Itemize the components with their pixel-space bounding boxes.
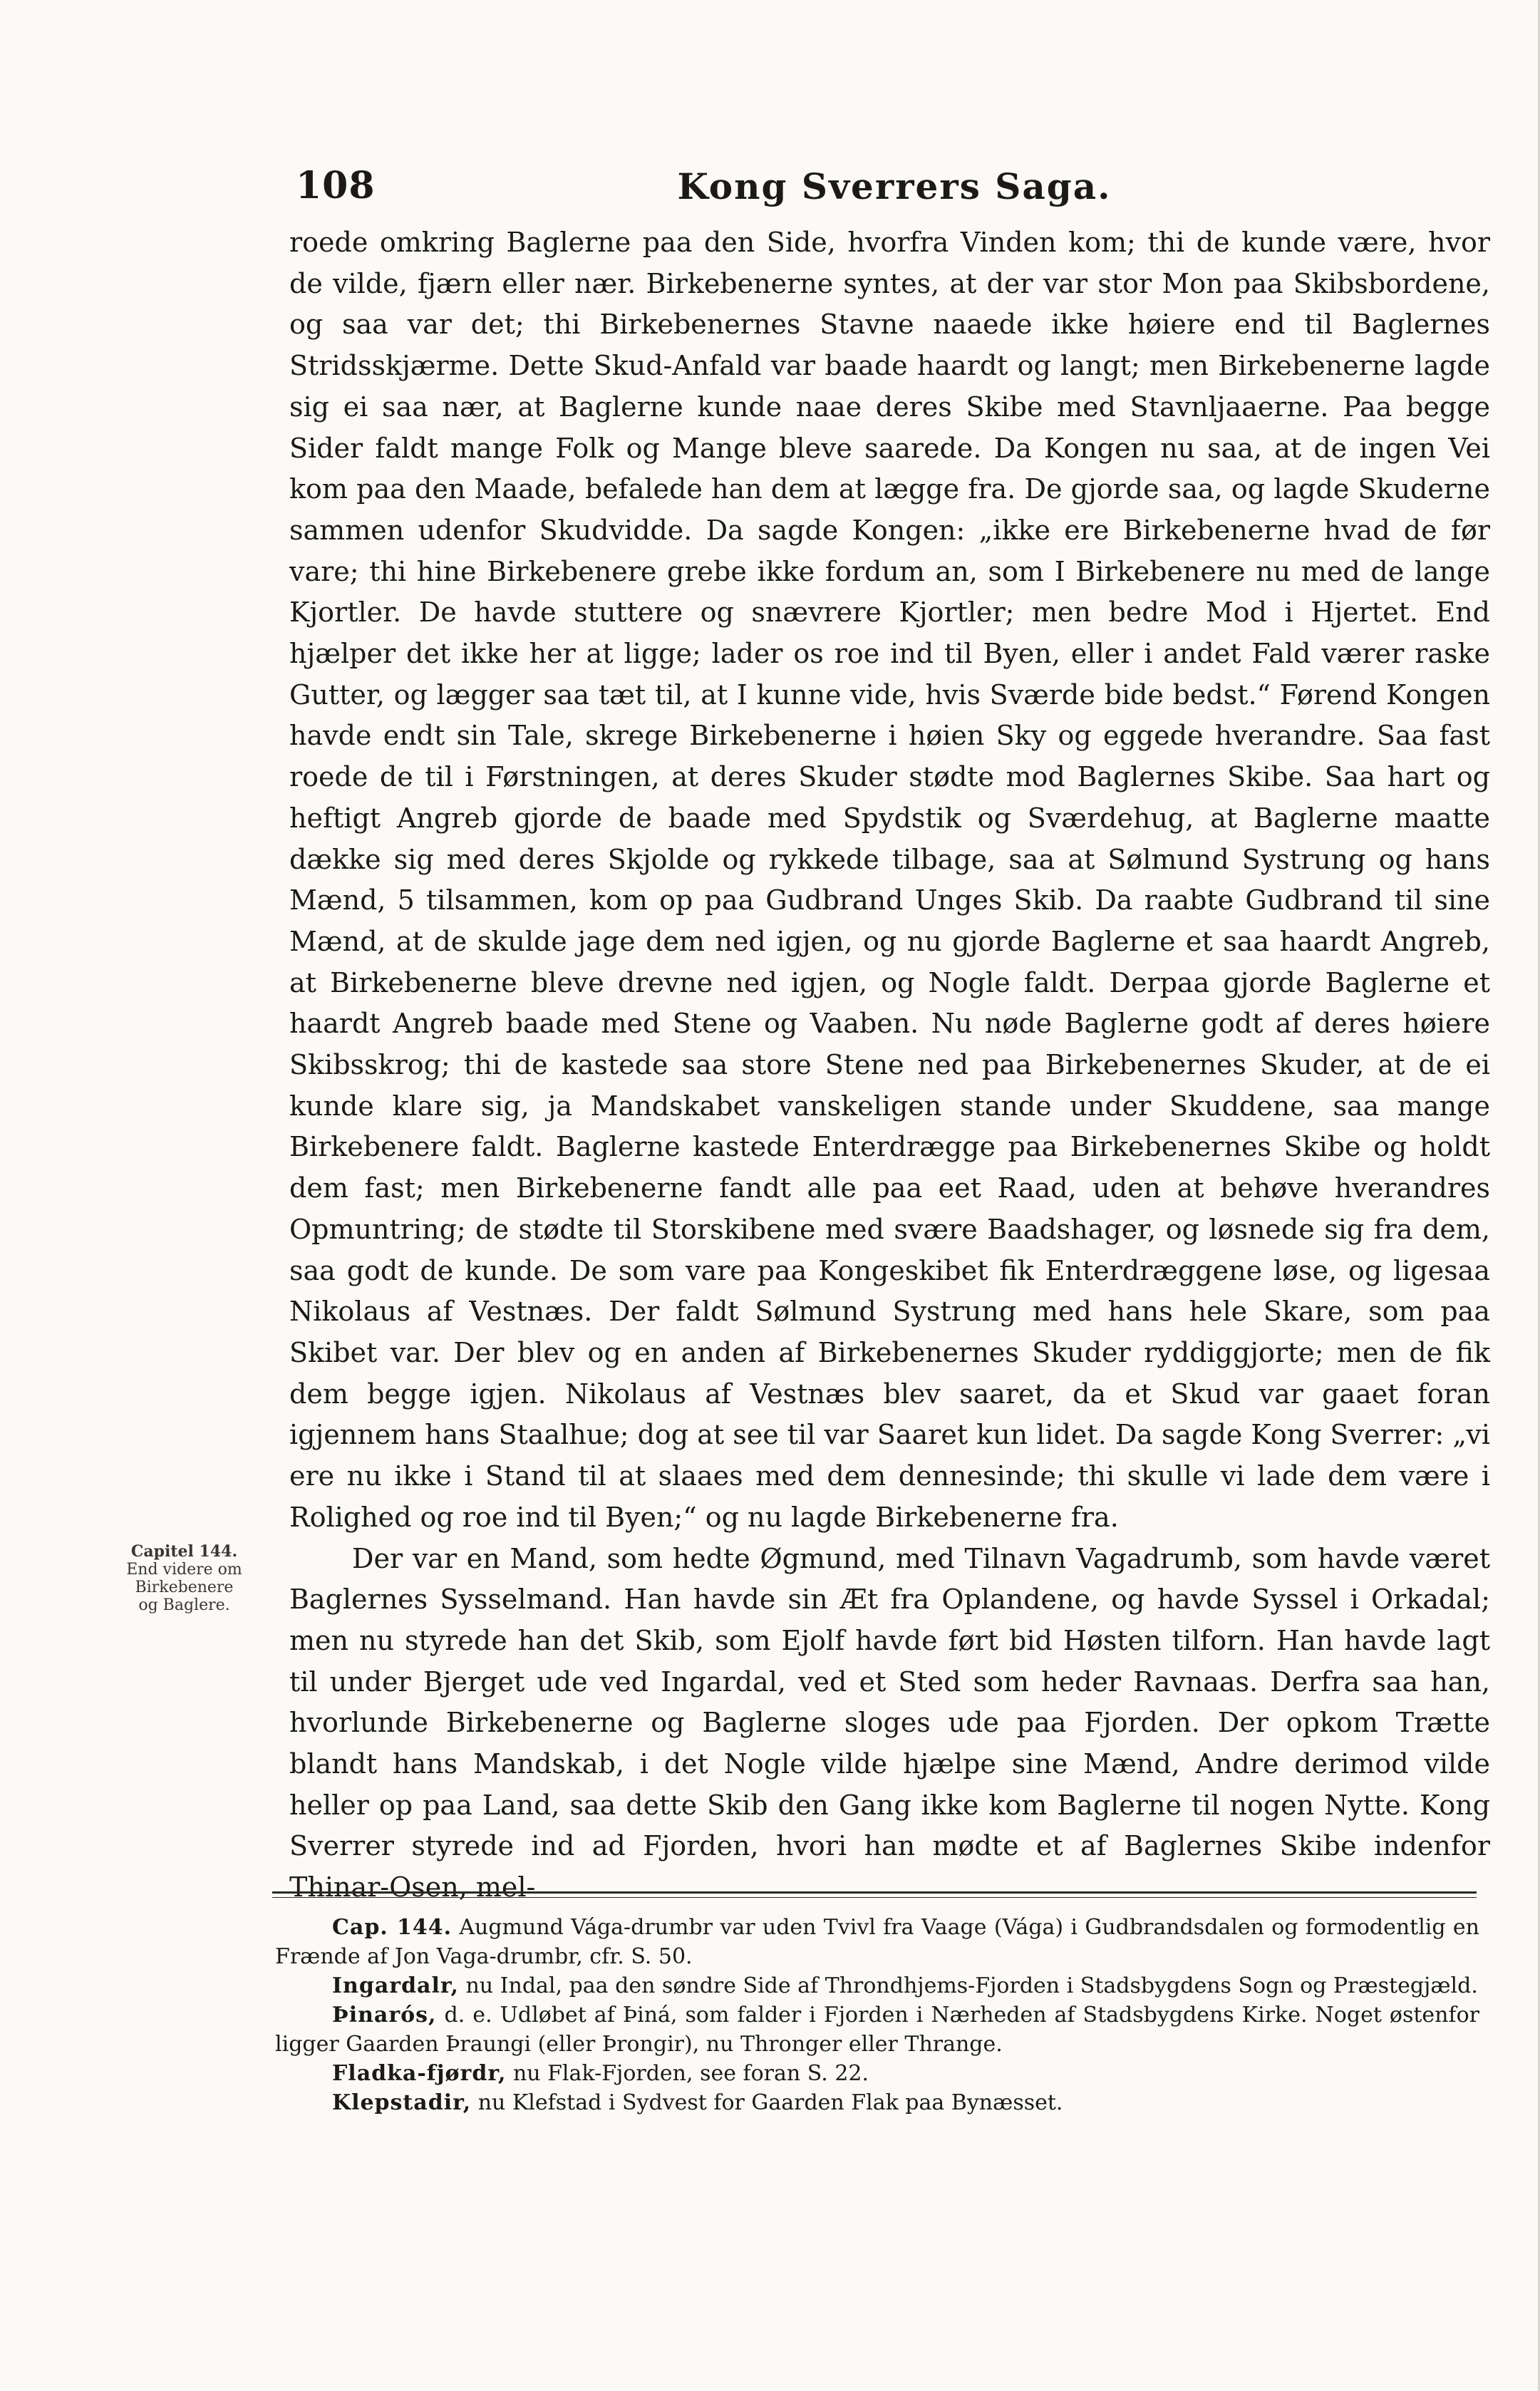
paragraph-continued: roede omkring Baglerne paa den Side, hvorfra Vinden kom; thi de kunde være, hvor de vilde, fjærn eller nær. Birkebenerne syntes, at der var stor Mon paa Skibsbordene, og saa var det; thi Birkebenernes Stavne naaede ikke høiere end til Baglernes Stridsskjærme. Dette Skud-Anfald var baade haardt og langt; men Birkebenerne lagde sig ei saa nær, at Baglerne kunde naae deres Skibe med Stavnljaaerne. Paa begge Sider faldt mange Folk og Mange bleve saarede. Da Kongen nu saa, at de ingen Vei kom paa den Maade, befalede han dem at lægge fra. De gjorde saa, og lagde Skuderne sammen udenfor Skudvidde. Da sagde Kongen: „ikke ere Birkebenerne hvad de før vare; thi hine Birkebenere grebe ikke fordum an, som I Birkebenere nu med de lange Kjortler. De havde stuttere og snævrere Kjortler; men bedre Mod i Hjertet. End hjælper det ikke her at ligge; lader os roe ind til Byen, eller i andet Fald værer raske Gutter, og lægger saa tæt til, at I kunne vide, hvis Sværde bide bedst.“ Førend Kongen havde endt sin Tale, skrege Birkebenerne i høien Sky og eggede hverandre. Saa fast roede de til i Førstningen, at deres Skuder stødte mod Baglernes Skibe. Saa hart og heftigt Angreb gjorde de baade med Spydstik og Sværdehug, at Baglerne maatte dække sig med deres Skjolde og rykkede tilbage, saa at Sølmund Systrung og hans Mænd, 5 tilsammen, kom op paa Gudbrand Unges Skib. Da raabte Gudbrand til sine Mænd, at de skulde jage dem ned igjen, og nu gjorde Baglerne et saa haardt Angreb, at Birkebenerne bleve drevne ned igjen, og Nogle faldt. Derpaa gjorde Baglerne et haardt Angreb baade med Stene og Vaaben. Nu nøde Baglerne godt af deres høiere Skibsskrog; thi de kastede saa store Stene ned paa Birkebenernes Skuder, at de ei kunde klare sig, ja Mandskabet vanskeligen stande under Skuddene, saa mange Birkebenere faldt. Baglerne kastede Enterdrægge paa Birkebenernes Skibe og holdt dem fast; men Birkebenerne fandt alle paa eet Raad, uden at behøve hverandres Opmuntring; de stødte til Storskibene med svære Baadshager, og løsnede sig fra dem, saa godt de kunde. De som vare paa Kongeskibet fik Enterdræggene løse, og ligesaa Nikolaus af Vestnæs. Der faldt Sølmund Systrung med hans hele Skare, som paa Skibet var. Der blev og en anden af Birkebenernes Skuder ryddiggjorte; men de fik dem begge igjen. Nikolaus af Vestnæs blev saaret, da et Skud var gaaet foran igjennem hans Staalhue; dog at see til var Saaret kun lidet. Da sagde Kong Sverrer: „vi ere nu ikke i Stand til at slaaes med dem dennesinde; thi skulle vi lade dem være i Rolighed og roe ind til Byen;“ og nu lagde Birkebenerne fra. [289,227,1490,1533]
footnote-term: Þinarós, [332,2003,437,2028]
footnote [275,2059,1479,2088]
footnote-term: Cap. 144. [332,1915,453,1940]
footnote-text: nu Klefstad i Sydvest for Gaarden Flak paa Bynæsset. [471,2090,1063,2115]
footnotes [275,1913,1479,2117]
margin-note-heading: Capitel 144. [130,1542,238,1561]
footnote-rule-thick [272,1891,1477,1894]
main-text [126,222,1490,1909]
page-header [296,164,1493,221]
chapter-144 [126,1539,1490,1909]
footnote-term: Fladka-fjørdr, [332,2061,507,2086]
margin-note-text: End videre om Birkebenere og Baglere. [126,1560,242,1614]
footnote [275,2000,1479,2059]
footnote [275,2088,1479,2117]
footnote-term: Ingardalr, [332,1973,459,1998]
running-title: Kong Sverrers Saga. [677,165,1112,207]
page-number: 108 [296,164,376,207]
footnote [275,1913,1479,1971]
footnote-text: Augmund Vága-drumbr var uden Tvivl fra Vaage (Vága) i Gudbrandsdalen og formodentlig en Frænde af Jon Vaga-drumbr, cfr. S. 50. [275,1915,1479,1969]
footnote-text: d. e. Udløbet af Þiná, som falder i Fjorden i Nærheden af Stadsbygdens Kirke. Noget østenfor ligger Gaarden Þraungi (eller Þrongir), nu Thronger eller Thrange. [275,2003,1479,2057]
margin-note [125,1543,243,1614]
footnote-term: Klepstadir, [332,2090,472,2115]
footnote-text: nu Flak-Fjorden, see foran S. 22. [506,2061,869,2086]
chapter-144-paragraph: Der var en Mand, som hedte Øgmund, med Tilnavn Vagadrumb, som havde været Baglernes Sysselmand. Han havde sin Æt fra Oplandene, og havde Syssel i Orkadal; men nu styrede han det Skib, som Ejolf havde ført bid Høsten tilforn. Han havde lagt til under Bjerget ude ved Ingardal, ved et Sted som heder Ravnaas. Derfra saa han, hvorlunde Birkebenerne og Baglerne sloges ude paa Fjorden. Der opkom Trætte blandt hans Mandskab, i det Nogle vilde hjælpe sine Mænd, Andre derimod vilde heller op paa Land, saa dette Skib den Gang ikke kom Baglerne til nogen Nytte. Kong Sverrer styrede ind ad Fjorden, hvori han mødte et af Baglernes Skibe indenfor Thinar-Osen, mel- [289,1542,1490,1904]
footnote-rule-thin [272,1897,1477,1898]
footnote-text: nu Indal, paa den søndre Side af Throndhjems-Fjorden i Stadsbygdens Sogn og Præstegjæld. [458,1973,1478,1998]
footnote [275,1971,1479,2000]
